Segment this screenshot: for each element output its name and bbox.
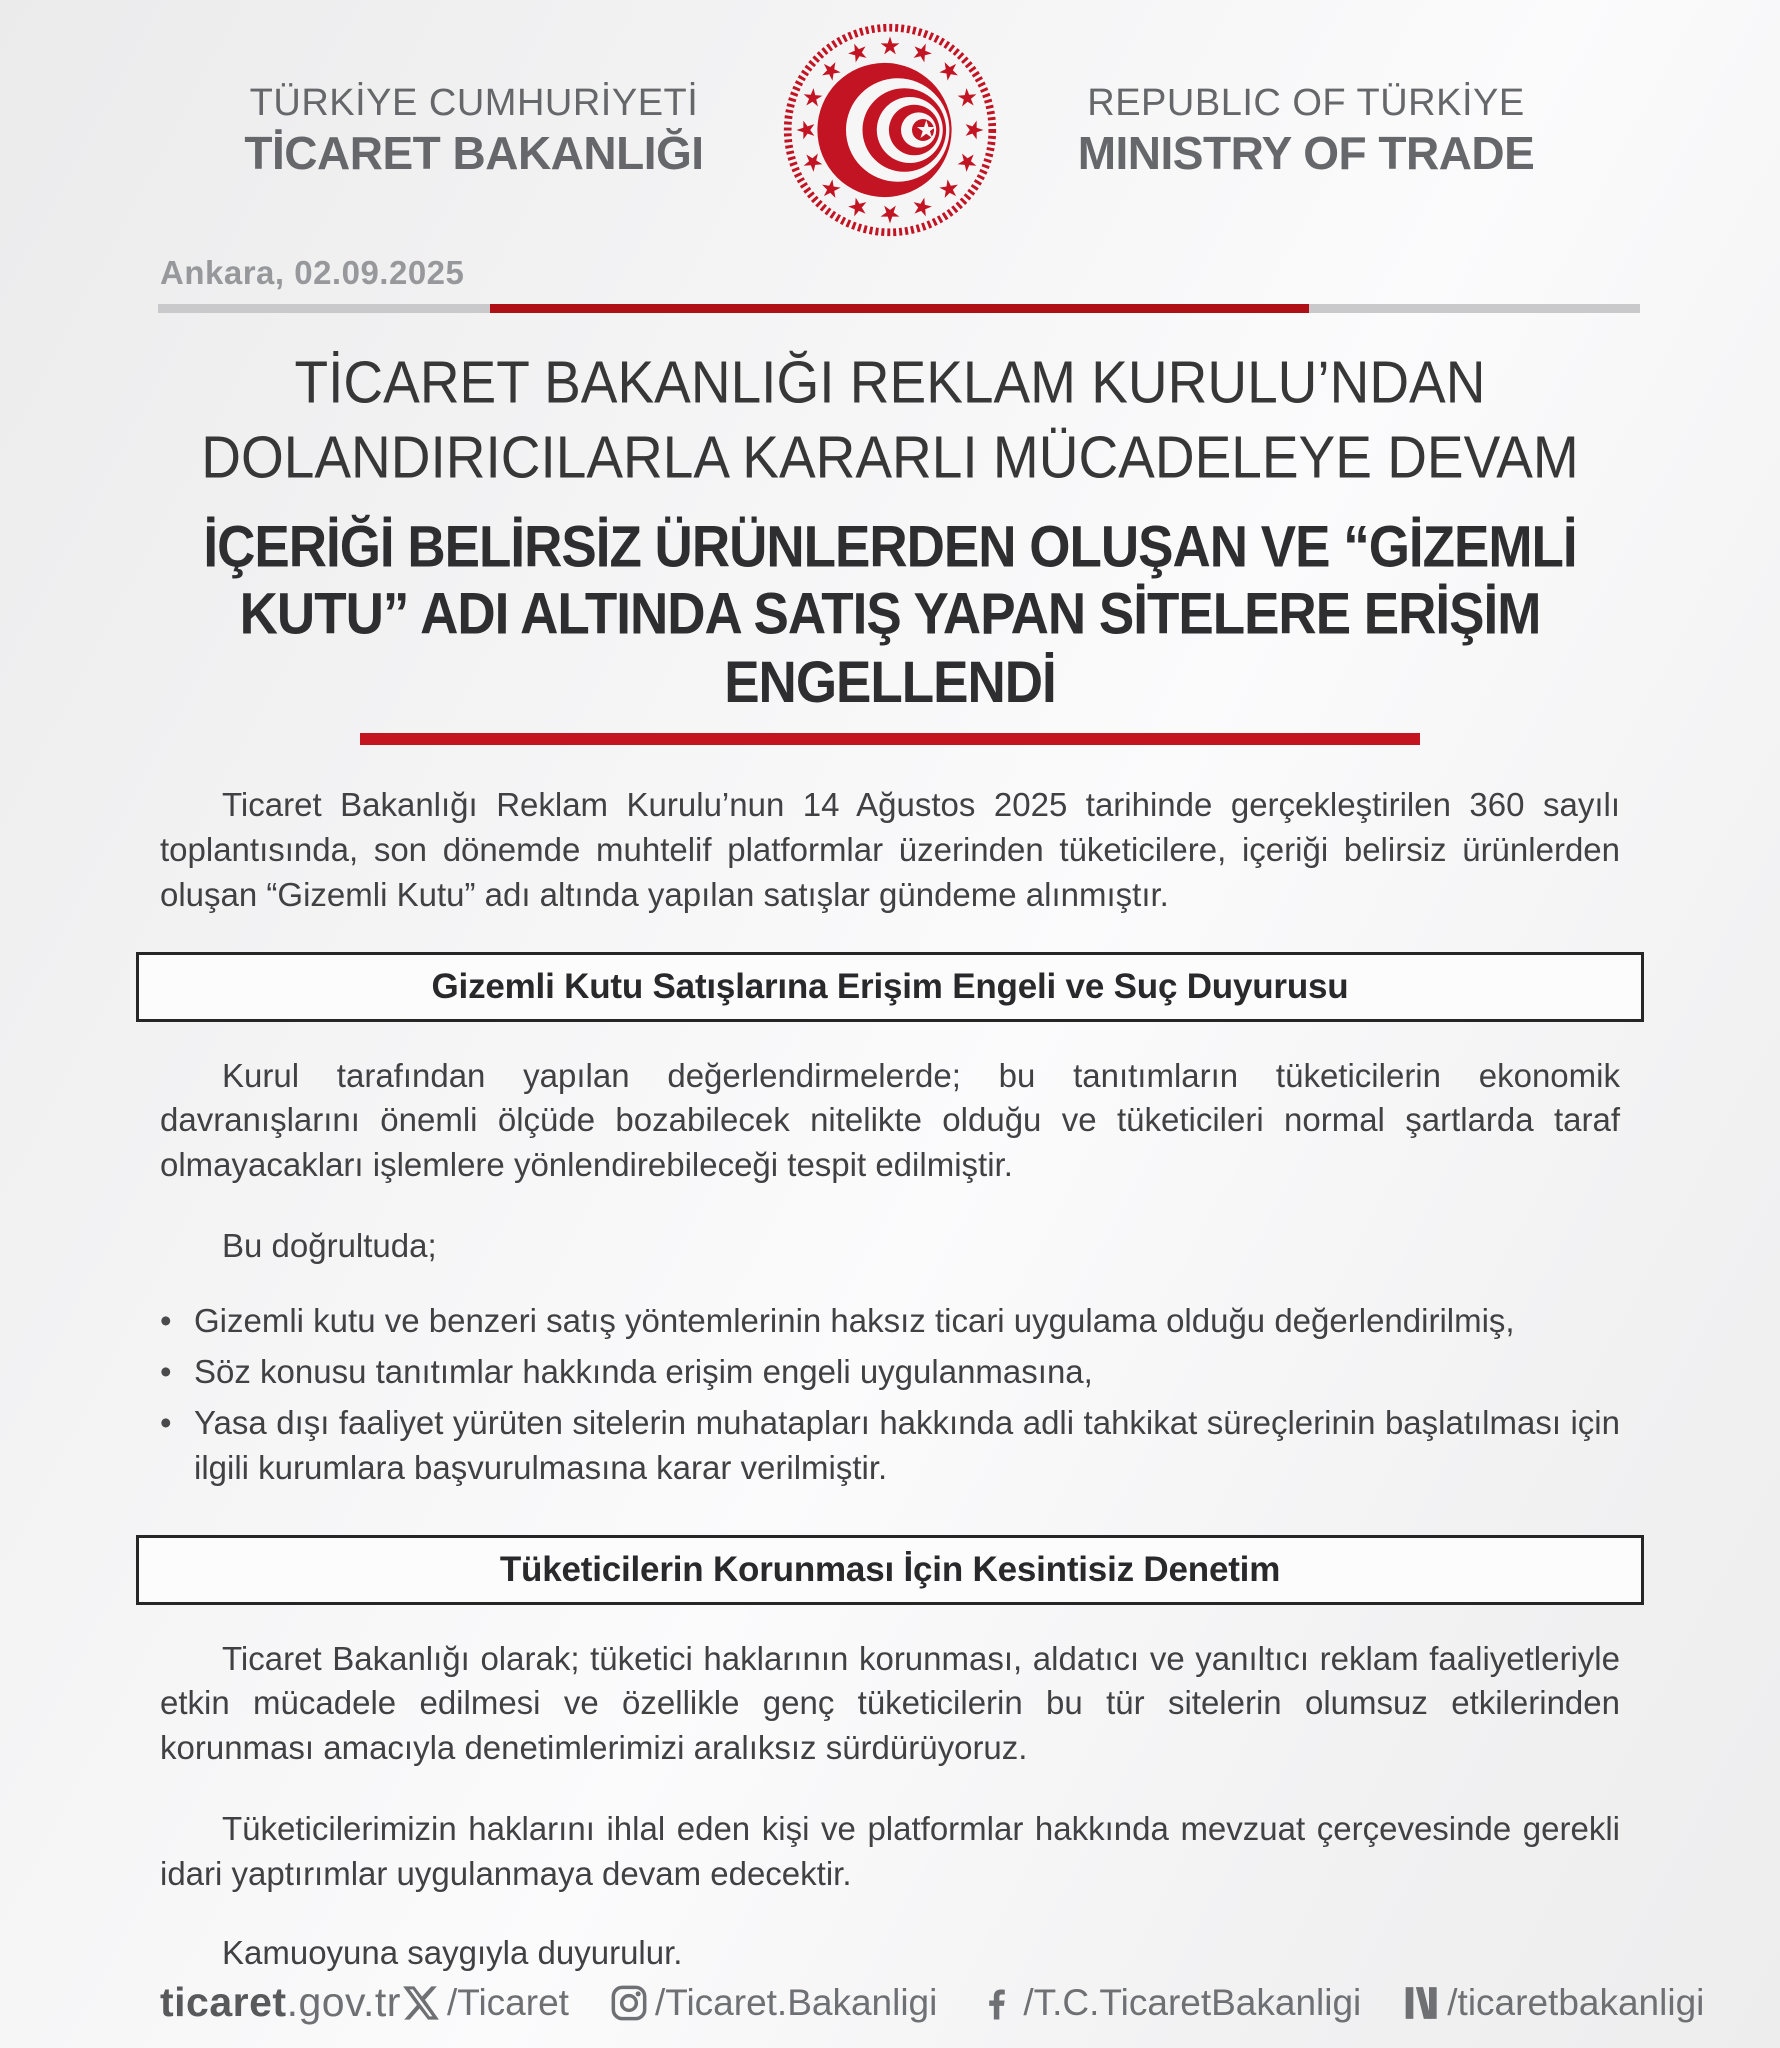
social-handle: /Ticaret	[446, 1981, 569, 2023]
social-link-nsosyal[interactable]	[1401, 1982, 1704, 2024]
paragraph-assessment: Kurul tarafından yapılan değerlendirmelerde; bu tanıtımların tüketicilerin ekonomik davranışlarını önemli ölçüde bozabilecek nitelikte olduğu ve tüketicileri normal şartlarda taraf olmayacakları işlemlere yönlendirebileceği tespit edilmiştir.	[160, 1056, 1620, 1184]
list-item-text: Söz konusu tanıtımlar hakkında erişim engeli uygulanmasına,	[194, 1352, 1093, 1390]
bullet-icon: •	[160, 1352, 172, 1390]
website-link[interactable]	[160, 1979, 401, 2026]
paragraph-closing: Kamuoyuna saygıyla duyurulur.	[222, 1933, 683, 1971]
dateline: Ankara, 02.09.2025	[160, 254, 465, 291]
paragraph-ministry-commitment: Ticaret Bakanlığı olarak; tüketici haklarının korunması, aldatıcı ve yanıltıcı reklam faaliyetleriyle etkin mücadele edilmesi ve özellikle genç tüketicilerin bu tür sitelerin olumsuz etkilerinden korunması amacıyla denetimlerimizi aralıksız sürdürüyoruz.	[160, 1639, 1620, 1767]
section-heading-access-ban: Gizemli Kutu Satışlarına Erişim Engeli ve Suç Duyurusu	[136, 952, 1644, 1022]
page-title-line1: TİCARET BAKANLIĞI REKLAM KURULU’NDAN	[294, 348, 1486, 416]
paragraph-sanctions: Tüketicilerimizin haklarını ihlal eden kişi ve platformlar hakkında mevzuat çerçevesinde gerekli idari yaptırımlar uygulanmaya devam edecektir.	[160, 1810, 1620, 1893]
instagram-icon	[609, 1983, 649, 2023]
social-handle: /Ticaret.Bakanligi	[654, 1981, 938, 2023]
divider-red-center	[490, 304, 1310, 313]
footer	[160, 1979, 1705, 2026]
ministry-name-tr-line1: TÜRKİYE CUMHURİYETİ	[249, 81, 699, 124]
social-handle: /ticaretbakanligi	[1447, 1981, 1705, 2023]
social-links	[401, 1982, 1704, 2024]
ministry-name-turkish	[234, 80, 714, 180]
section-heading-continuous-inspection: Tüketicilerin Korunması İçin Kesintisiz Denetim	[136, 1535, 1644, 1605]
list-item	[160, 1401, 1620, 1491]
decision-list	[160, 1299, 1620, 1491]
page-title-line2: DOLANDIRICILARLA KARARLI MÜCADELEYE DEVAM	[201, 422, 1579, 490]
website-rest-part: .gov.tr	[286, 1979, 401, 2025]
social-link-instagram[interactable]	[609, 1982, 937, 2024]
masthead	[0, 0, 1780, 240]
paragraph-intro: Ticaret Bakanlığı Reklam Kurulu’nun 14 Ağustos 2025 tarihinde gerçekleştirilen 360 sayılı toplantısında, son dönemde muhtelif platformlar üzerinden tüketicilere, içeriği belirsiz ürünlerden oluşan “Gizemli Kutu” adı altında yapılan satışlar gündeme alınmıştır.	[160, 785, 1620, 913]
bullet-icon: •	[160, 1403, 172, 1441]
ministry-name-en-line1: REPUBLIC OF TÜRKİYE	[1087, 81, 1525, 124]
ministry-name-english	[1066, 80, 1546, 180]
facebook-icon	[977, 1983, 1017, 2023]
header-divider	[158, 304, 1640, 313]
website-bold-part: ticaret	[160, 1979, 287, 2025]
page-title	[60, 346, 1720, 495]
page-subtitle-line1: İÇERİĞİ BELİRSİZ ÜRÜNLERDEN OLUŞAN VE “GİZEMLİ	[203, 514, 1577, 580]
list-item-text: Gizemli kutu ve benzeri satış yöntemlerinin haksız ticari uygulama olduğu değerlendirilmiş,	[194, 1302, 1515, 1340]
document-body	[160, 783, 1620, 1976]
ministry-name-en-line2: MINISTRY OF TRADE	[1077, 127, 1535, 180]
ministry-name-tr-line2: TİCARET BAKANLIĞI	[244, 127, 704, 180]
ministry-of-trade-emblem-logo	[780, 20, 1000, 240]
page-subtitle-line2: KUTU” ADI ALTINDA SATIŞ YAPAN SİTELERE ERİŞİM	[239, 581, 1541, 647]
social-link-facebook[interactable]	[977, 1982, 1361, 2024]
social-link-x[interactable]	[401, 1982, 569, 2024]
social-handle: /T.C.TicaretBakanligi	[1023, 1981, 1362, 2023]
bullet-icon: •	[160, 1302, 172, 1340]
page-subtitle-line3: ENGELLENDİ	[724, 649, 1056, 715]
subtitle-underline-rule	[360, 733, 1420, 745]
list-item	[160, 1299, 1620, 1344]
divider-gray-right	[1309, 304, 1639, 313]
divider-gray-left	[158, 304, 490, 313]
page-subtitle	[70, 513, 1710, 716]
nsosyal-icon	[1401, 1983, 1441, 2023]
x-icon	[401, 1983, 441, 2023]
paragraph-accordingly: Bu doğrultuda;	[222, 1227, 437, 1265]
list-item-text: Yasa dışı faaliyet yürüten sitelerin muhatapları hakkında adli tahkikat süreçlerinin başlatılması için ilgili kurumlara başvurulmasına karar verilmiştir.	[194, 1403, 1620, 1486]
list-item	[160, 1350, 1620, 1395]
